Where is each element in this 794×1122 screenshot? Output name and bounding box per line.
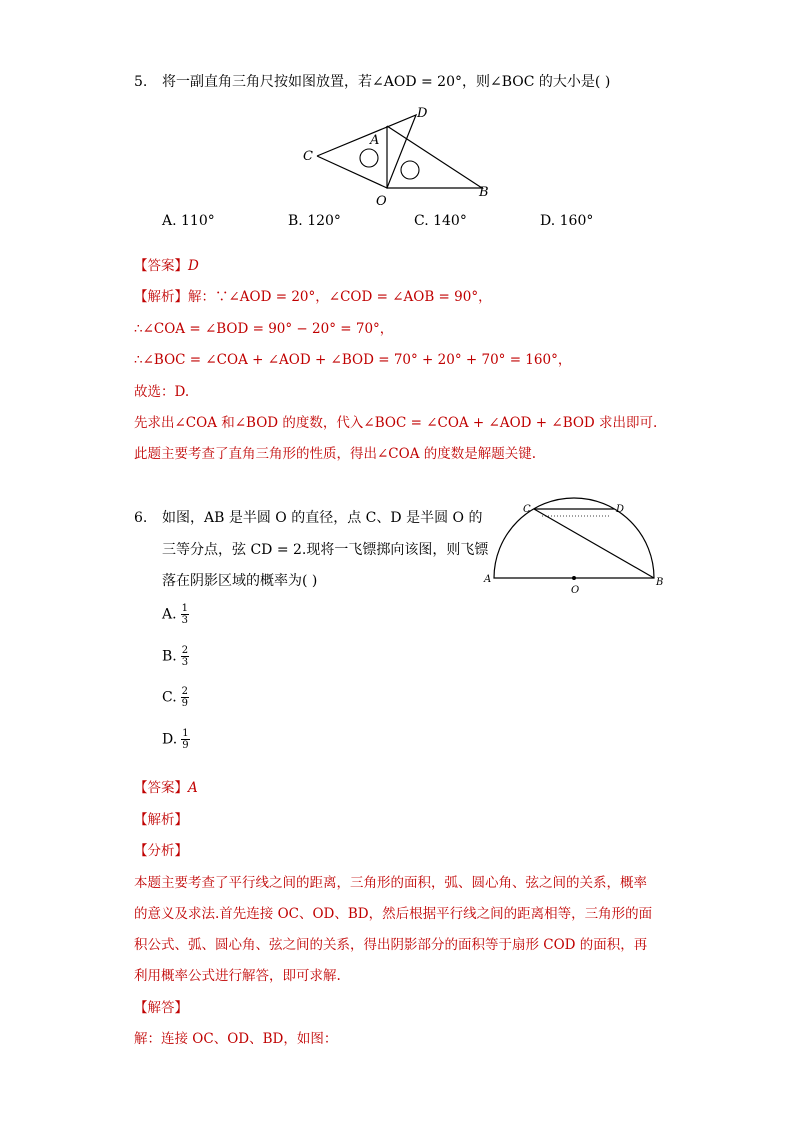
q5-label-o: O — [376, 194, 387, 209]
q6-option-a-den: 3 — [181, 615, 188, 626]
q6-jieda-tag: 【解答】 — [134, 1000, 188, 1016]
q6-answer — [134, 778, 198, 798]
q5-label-c: C — [303, 149, 313, 164]
q6-figure — [480, 496, 670, 600]
q5-triangle-cod — [317, 115, 416, 188]
q5-label-a: A — [370, 133, 380, 148]
q6-label-b: B — [656, 577, 664, 588]
q6-answer-tag: 【答案】 — [134, 780, 188, 796]
q6-fenxi-line-1: 本题主要考查了平行线之间的距离，三角形的面积，弧、圆心角、弦之间的关系，概率 — [134, 875, 647, 891]
q6-option-d-den: 9 — [182, 740, 189, 751]
q5-option-a: A. 110° — [162, 213, 215, 229]
q5-analysis-line-3: ∴∠BOC = ∠COA + ∠AOD + ∠BOD = 70° + 20° + 70° = 160°， — [134, 352, 572, 368]
q6-option-c-den: 9 — [181, 698, 189, 709]
q6-option-a — [162, 603, 189, 626]
q5-triangle-aob — [387, 126, 482, 188]
q6-option-a-fraction — [181, 603, 189, 626]
q5-analysis-line-2: ∴∠COA = ∠BOD = 90° − 20° = 70°， — [134, 321, 394, 337]
q6-option-b — [162, 645, 189, 668]
q5-analysis-tag: 【解析】 — [134, 289, 188, 305]
q5-analysis-line-4: 故选：D. — [134, 384, 190, 400]
q5-analysis-line-5: 先求出∠COA 和∠BOD 的度数，代入∠BOC = ∠COA + ∠AOD + ∠BOD 求出即可. — [134, 415, 658, 431]
q5-analysis-line-1 — [134, 287, 492, 307]
q6-analysis-tag: 【解析】 — [134, 812, 188, 828]
q6-label-c: C — [523, 504, 531, 515]
q5-option-c: C. 140° — [414, 213, 467, 229]
q6-option-a-letter: A. — [162, 606, 177, 623]
q6-label-d: D — [616, 504, 625, 515]
q5-figure — [296, 102, 496, 212]
q6-option-c — [162, 686, 189, 709]
q5-circle-left — [360, 149, 378, 167]
q5-label-b: B — [479, 185, 489, 200]
q5-analysis-line-6: 此题主要考查了直角三角形的性质，得出∠COA 的度数是解题关键. — [134, 446, 537, 462]
q5-option-d: D. 160° — [540, 213, 594, 229]
q6-stem-line-1: 如图，AB 是半圆 O 的直径，点 C、D 是半圆 O 的 — [162, 510, 483, 526]
q5-number: 5. — [134, 74, 148, 90]
q6-option-c-letter: C. — [162, 689, 177, 706]
q5-circle-right — [401, 161, 419, 179]
q6-jieda-line: 解：连接 OC、OD、BD，如图： — [134, 1031, 338, 1047]
q6-semicircle — [494, 498, 654, 578]
q6-answer-value: A — [188, 780, 198, 796]
q6-stem-line-3: 落在阴影区域的概率为( ) — [162, 573, 318, 589]
q5-answer-tag: 【答案】 — [134, 258, 188, 274]
q6-option-a-num: 1 — [181, 603, 188, 614]
q6-option-d-num: 1 — [182, 728, 189, 739]
q5-answer-value: D — [188, 258, 199, 274]
q6-option-d-fraction — [181, 728, 189, 751]
q6-label-o: O — [571, 585, 580, 596]
q6-option-b-fraction — [181, 645, 189, 668]
q5-label-d: D — [417, 106, 428, 121]
q5-stem: 将一副直角三角尺按如图放置，若∠AOD = 20°，则∠BOC 的大小是( ) — [162, 74, 611, 90]
q6-option-b-num: 2 — [181, 645, 189, 656]
q6-center-dot — [572, 576, 576, 580]
q5-answer — [134, 256, 199, 276]
q6-segment-cb — [534, 509, 654, 578]
q5-option-b: B. 120° — [288, 213, 341, 229]
q5-analysis-text: 解：∵∠AOD = 20°，∠COD = ∠AOB = 90°， — [188, 289, 492, 305]
q6-fenxi-line-4: 利用概率公式进行解答，即可求解. — [134, 968, 341, 984]
q6-option-b-letter: B. — [162, 648, 177, 665]
q6-number: 6. — [134, 510, 148, 526]
q6-label-a: A — [484, 574, 492, 585]
q6-option-d — [162, 728, 190, 751]
q6-fenxi-line-3: 积公式、弧、圆心角、弦之间的关系，得出阴影部分的面积等于扇形 COD 的面积，再 — [134, 937, 648, 953]
q6-option-c-num: 2 — [181, 686, 189, 697]
q6-fenxi-tag: 【分析】 — [134, 843, 188, 859]
q6-option-d-letter: D. — [162, 731, 178, 748]
q6-fenxi-line-2: 的意义及求法.首先连接 OC、OD、BD，然后根据平行线之间的距离相等，三角形的面 — [134, 906, 653, 922]
q6-stem-line-2: 三等分点，弦 CD = 2.现将一飞镖掷向该图，则飞镖 — [162, 542, 489, 558]
q6-option-b-den: 3 — [181, 657, 189, 668]
q6-option-c-fraction — [181, 686, 189, 709]
